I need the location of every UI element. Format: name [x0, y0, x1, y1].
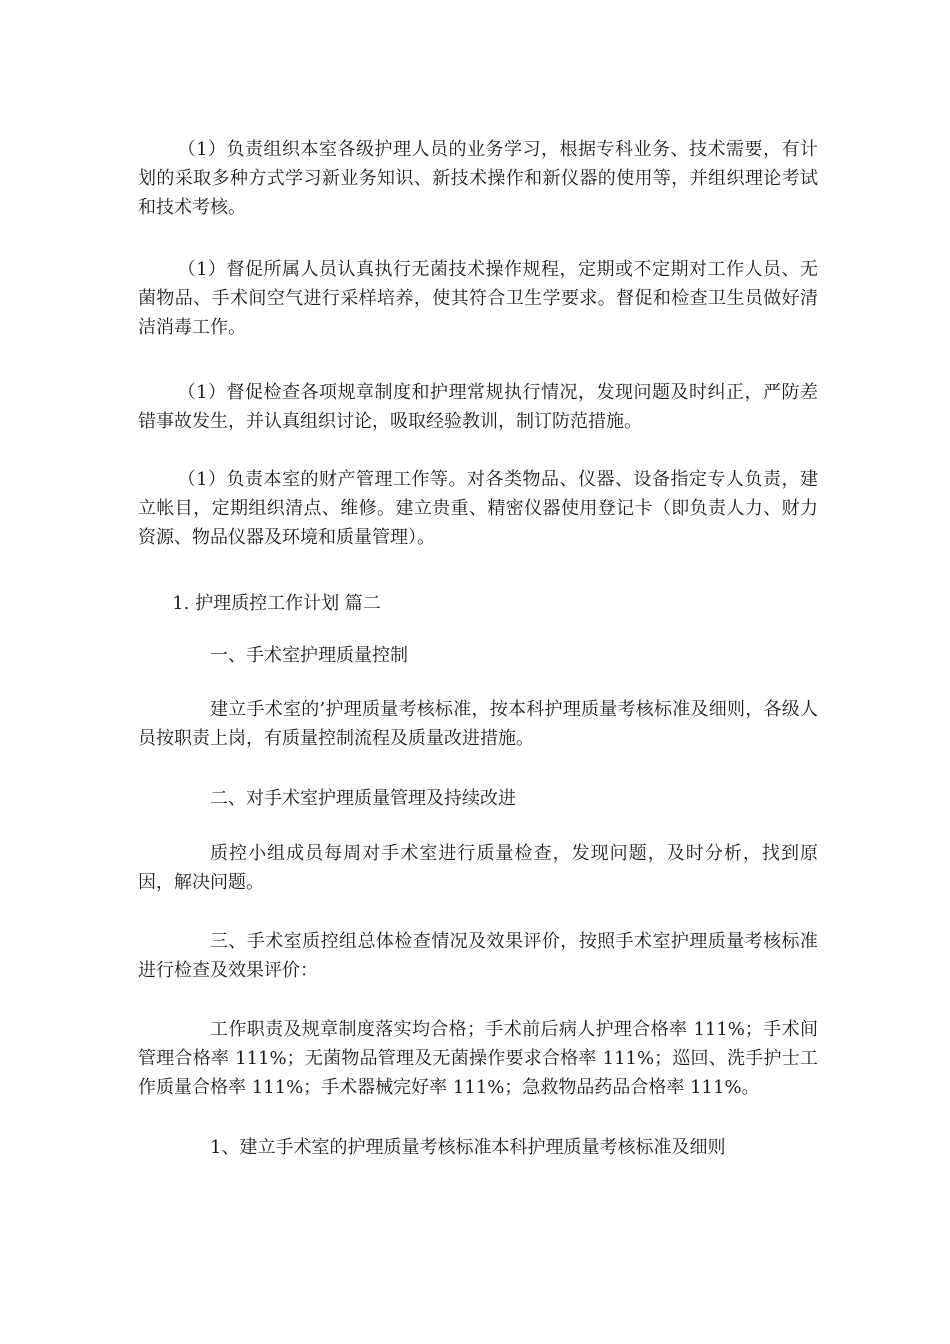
- paragraph-3: （1）督促检查各项规章制度和护理常规执行情况，发现问题及时纠正，严防差错事故发生，并认真组织讨论，吸取经验教训，制订防范措施。: [138, 382, 818, 432]
- paragraph-8: 1、建立手术室的护理质量考核标准本科护理质量考核标准及细则: [210, 1137, 726, 1158]
- subheading-3: 三、手术室质控组总体检查情况及效果评价，按照手术室护理质量考核标准进行检查及效果评价：: [138, 931, 818, 981]
- paragraph-2: （1）督促所属人员认真执行无菌技术操作规程，定期或不定期对工作人员、无菌物品、手术间空气进行采样培养，使其符合卫生学要求。督促和检查卫生员做好清洁消毒工作。: [138, 259, 818, 338]
- subheading-2: 二、对手术室护理质量管理及持续改进: [210, 788, 516, 809]
- paragraph-7: 工作职责及规章制度落实均合格；手术前后病人护理合格率 111%；手术间管理合格率 111%；无菌物品管理及无菌操作要求合格率 111%；巡回、洗手护士工作质量合格率 111%；手术器械完好率 111%；急救物品药品合格率 111%。: [138, 1019, 818, 1098]
- subheading-1: 一、手术室护理质量控制: [210, 645, 408, 666]
- paragraph-5: 建立手术室的’护理质量考核标准，按本科护理质量考核标准及细则，各级人员按职责上岗，有质量控制流程及质量改进措施。: [138, 699, 818, 749]
- paragraph-4: （1）负责本室的财产管理工作等。对各类物品、仪器、设备指定专人负责，建立帐目，定期组织清点、维修。建立贵重、精密仪器使用登记卡（即负责人力、财力资源、物品仪器及环境和质量管理）。: [138, 469, 818, 548]
- paragraph-1: （1）负责组织本室各级护理人员的业务学习，根据专科业务、技术需要，有计划的采取多种方式学习新业务知识、新技术操作和新仪器的使用等，并组织理论考试和技术考核。: [138, 139, 818, 218]
- paragraph-6: 质控小组成员每周对手术室进行质量检查，发现问题，及时分析，找到原因，解决问题。: [138, 843, 818, 893]
- section-heading: 1. 护理质控工作计划 篇二: [172, 593, 381, 614]
